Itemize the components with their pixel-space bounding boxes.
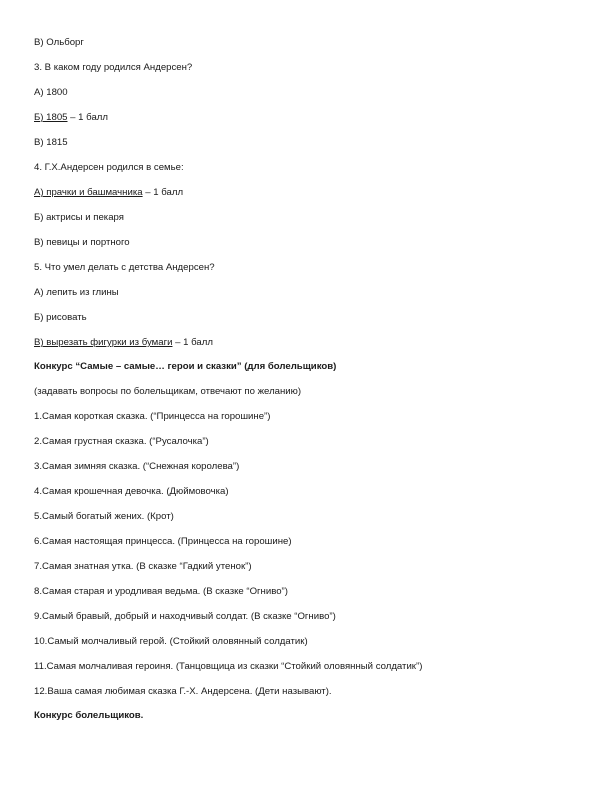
- answer-line: В) певицы и портного: [34, 237, 130, 248]
- question-5: 5. Что умел делать с детства Андерсен?: [34, 262, 215, 273]
- section-heading: Конкурс “Самые – самые… герои и сказки” (для болельщиков): [34, 361, 337, 372]
- answer-line: Б) рисовать: [34, 312, 87, 323]
- correct-answer: В) вырезать фигурки из бумаги: [34, 337, 173, 348]
- answer-line: В) 1815: [34, 137, 68, 148]
- list-item: 10.Самый молчаливый герой. (Стойкий оловянный солдатик): [34, 636, 308, 647]
- answer-line: А) 1800: [34, 87, 68, 98]
- list-item: 1.Самая короткая сказка. (“Принцесса на горошине”): [34, 411, 271, 422]
- list-item: 6.Самая настоящая принцесса. (Принцесса на горошине): [34, 536, 292, 547]
- list-item: 8.Самая старая и уродливая ведьма. (В сказке “Огниво”): [34, 586, 288, 597]
- list-item: 12.Ваша самая любимая сказка Г.-Х. Андерсена. (Дети называют).: [34, 686, 332, 697]
- answer-line: А) лепить из глины: [34, 287, 119, 298]
- points: – 1 балл: [67, 112, 108, 123]
- answer-line: Б) актрисы и пекаря: [34, 212, 124, 223]
- correct-answer-line: [34, 337, 213, 349]
- section-heading: Конкурс болельщиков.: [34, 710, 144, 721]
- list-item: 11.Самая молчаливая героиня. (Танцовщица из сказки “Стойкий оловянный солдатик”): [34, 661, 423, 672]
- list-item: 4.Самая крошечная девочка. (Дюймовочка): [34, 486, 229, 497]
- list-item: 3.Самая зимняя сказка. (“Снежная королева”): [34, 461, 240, 472]
- section-note: (задавать вопросы по болельщикам, отвечают по желанию): [34, 386, 302, 397]
- correct-answer-line: [34, 112, 108, 124]
- answer-line: В) Ольборг: [34, 37, 84, 48]
- list-item: 9.Самый бравый, добрый и находчивый солдат. (В сказке “Огниво”): [34, 611, 336, 622]
- list-item: 5.Самый богатый жених. (Крот): [34, 511, 174, 522]
- correct-answer: Б) 1805: [34, 112, 68, 123]
- correct-answer: А) прачки и башмачника: [34, 187, 143, 198]
- points: – 1 балл: [142, 187, 184, 198]
- correct-answer-line: [34, 187, 183, 199]
- list-item: 2.Самая грустная сказка. (“Русалочка”): [34, 436, 209, 447]
- list-item: 7.Самая знатная утка. (В сказке “Гадкий утенок”): [34, 561, 252, 572]
- question-3: 3. В каком году родился Андерсен?: [34, 62, 193, 73]
- question-4: 4. Г.Х.Андерсен родился в семье:: [34, 162, 184, 173]
- points: – 1 балл: [172, 337, 213, 348]
